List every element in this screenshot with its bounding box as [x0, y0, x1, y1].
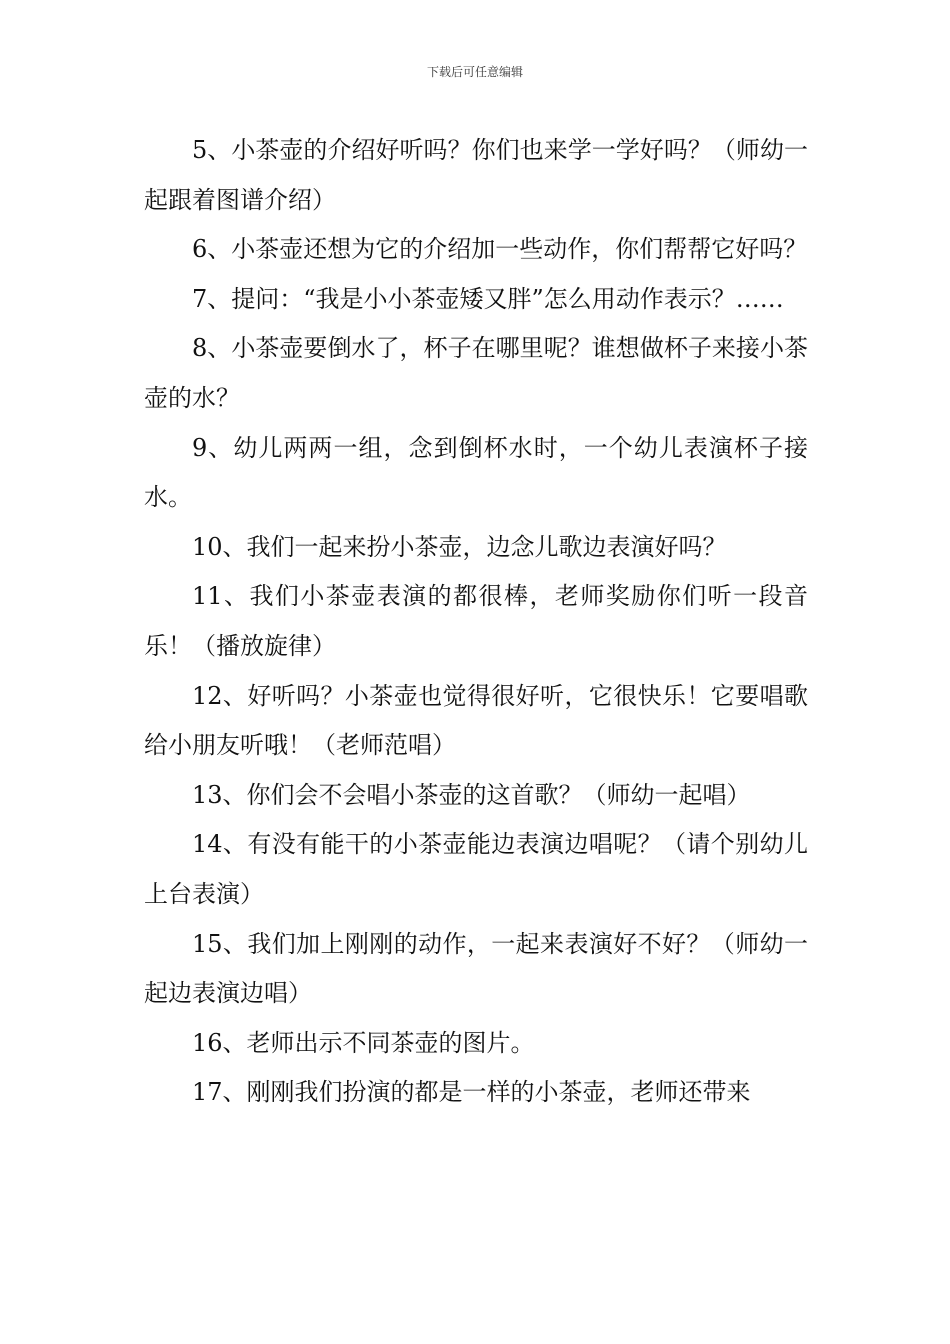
paragraph-step-17: 17、刚刚我们扮演的都是一样的小茶壶，老师还带来	[192, 1078, 751, 1107]
paragraph-step-15: 15、我们加上刚刚的动作，一起来表演好不好？（师幼一起边表演边唱）	[144, 929, 808, 1008]
paragraph-step-16: 16、老师出示不同茶壶的图片。	[192, 1028, 535, 1057]
paragraph-step-11: 11、我们小茶壶表演的都很棒，老师奖励你们听一段音乐！（播放旋律）	[144, 582, 808, 660]
paragraph-step-13: 13、你们会不会唱小茶壶的这首歌？（师幼一起唱）	[192, 780, 751, 809]
paragraph-step-7: 7、提问：“我是小小茶壶矮又胖”怎么用动作表示？……	[192, 284, 784, 313]
paragraph-step-9: 9、幼儿两两一组，念到倒杯水时，一个幼儿表演杯子接水。	[144, 433, 808, 512]
paragraph-step-10: 10、我们一起来扮小茶壶，边念儿歌边表演好吗？	[192, 532, 727, 561]
document-body	[144, 126, 808, 1118]
paragraph-step-12: 12、好听吗？小茶壶也觉得很好听，它很快乐！它要唱歌给小朋友听哦！（老师范唱）	[144, 681, 808, 760]
paragraph-step-8: 8、小茶壶要倒水了，杯子在哪里呢？谁想做杯子来接小茶壶的水？	[144, 334, 808, 412]
paragraph-step-14: 14、有没有能干的小茶壶能边表演边唱呢？（请个别幼儿上台表演）	[144, 830, 808, 908]
paragraph-step-6: 6、小茶壶还想为它的介绍加一些动作，你们帮帮它好吗？	[192, 235, 808, 264]
paragraph-step-5: 5、小茶壶的介绍好听吗？你们也来学一学好吗？（师幼一起跟着图谱介绍）	[144, 136, 808, 214]
page-header: 下载后可任意编辑	[426, 65, 523, 79]
